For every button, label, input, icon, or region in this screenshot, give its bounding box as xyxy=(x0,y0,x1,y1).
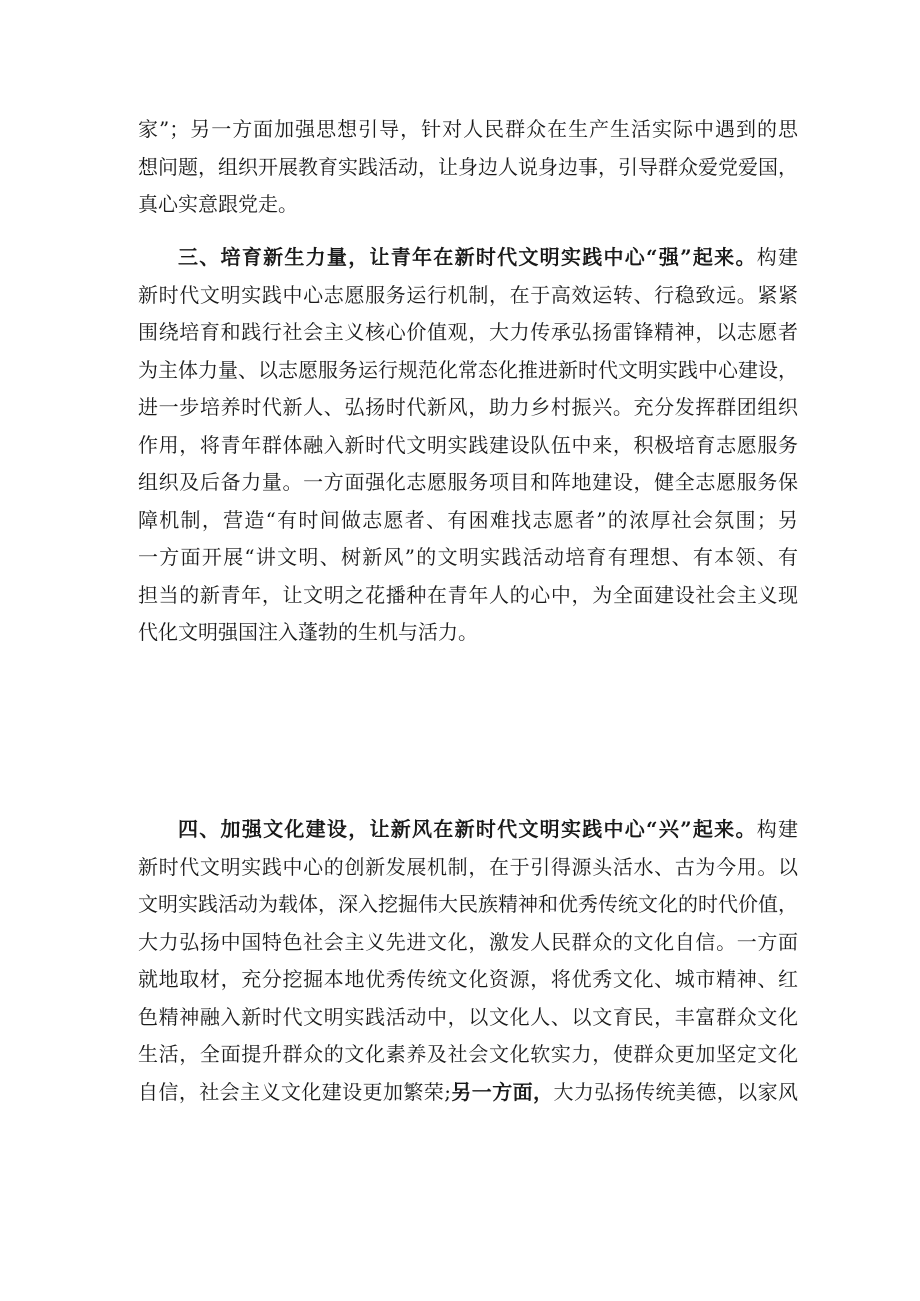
text-line: 一方面开展“讲文明、树新风”的文明实践活动培育有理想、有本领、有 xyxy=(138,545,798,569)
bold-phrase: 另一方面， xyxy=(450,1079,554,1104)
text-line: 担当的新青年，让文明之花播种在青年人的心中，为全面建设社会主义现 xyxy=(138,582,798,607)
text-line: 围绕培育和践行社会主义核心价值观，大力传承弘扬雷锋精神，以志愿者 xyxy=(138,320,798,344)
text-fragment: 自信，社会主义文化建设更加繁荣; xyxy=(138,1079,451,1104)
text-line: 障机制，营造“有时间做志愿者、有困难找志愿者”的浓厚社会氛围；另 xyxy=(138,507,798,532)
text-line: 想问题，组织开展教育实践活动，让身边人说身边事，引导群众爱党爱国， xyxy=(138,154,798,179)
text-line: 家”；另一方面加强思想引导，针对人民群众在生产生活实际中遇到的思 xyxy=(138,117,798,141)
text-line: 新时代文明实践中心志愿服务运行机制，在于高效运转、行稳致远。紧紧 xyxy=(138,282,798,307)
text-line xyxy=(138,1074,798,1112)
text-fragment: 大力弘扬传统美德，以家风 xyxy=(553,1079,798,1104)
section-heading: 三、培育新生力量，让青年在新时代文明实践中心“强”起来。 xyxy=(178,245,757,269)
text-line: 文明实践活动为载体，深入挖掘伟大民族精神和优秀传统文化的时代价值， xyxy=(138,892,798,916)
text-line: 组织及后备力量。一方面强化志愿服务项目和阵地建设，健全志愿服务保 xyxy=(138,470,798,494)
text-line: 为主体力量、以志愿服务运行规范化常态化推进新时代文明实践中心建设， xyxy=(138,357,798,382)
text-line: 真心实意跟党走。 xyxy=(138,192,298,216)
text-line xyxy=(138,239,798,277)
section-heading: 四、加强文化建设，让新风在新时代文明实践中心“兴”起来。 xyxy=(178,817,757,841)
text-fragment: 构建 xyxy=(756,817,798,841)
text-line: 进一步培养时代新人、弘扬时代新风，助力乡村振兴。充分发挥群团组织 xyxy=(138,395,798,419)
text-line: 作用，将青年群体融入新时代文明实践建设队伍中来，积极培育志愿服务 xyxy=(138,432,798,457)
text-line: 生活，全面提升群众的文化素养及社会文化软实力，使群众更加坚定文化 xyxy=(138,1042,798,1066)
paragraph-continuation xyxy=(138,111,798,224)
text-fragment: 构建 xyxy=(756,245,798,269)
text-line: 就地取材，充分挖掘本地优秀传统文化资源，将优秀文化、城市精神、红 xyxy=(138,967,798,991)
text-line xyxy=(138,811,798,849)
text-line: 代化文明强国注入蓬勃的生机与活力。 xyxy=(138,620,478,644)
paragraph-section-four xyxy=(138,811,798,1111)
text-line: 大力弘扬中国特色社会主义先进文化，激发人民群众的文化自信。一方面 xyxy=(138,929,798,954)
text-line: 新时代文明实践中心的创新发展机制，在于引得源头活水、古为今用。以 xyxy=(138,854,798,879)
text-line: 色精神融入新时代文明实践活动中，以文化人、以文育民，丰富群众文化 xyxy=(138,1004,798,1029)
paragraph-section-three xyxy=(138,239,798,652)
